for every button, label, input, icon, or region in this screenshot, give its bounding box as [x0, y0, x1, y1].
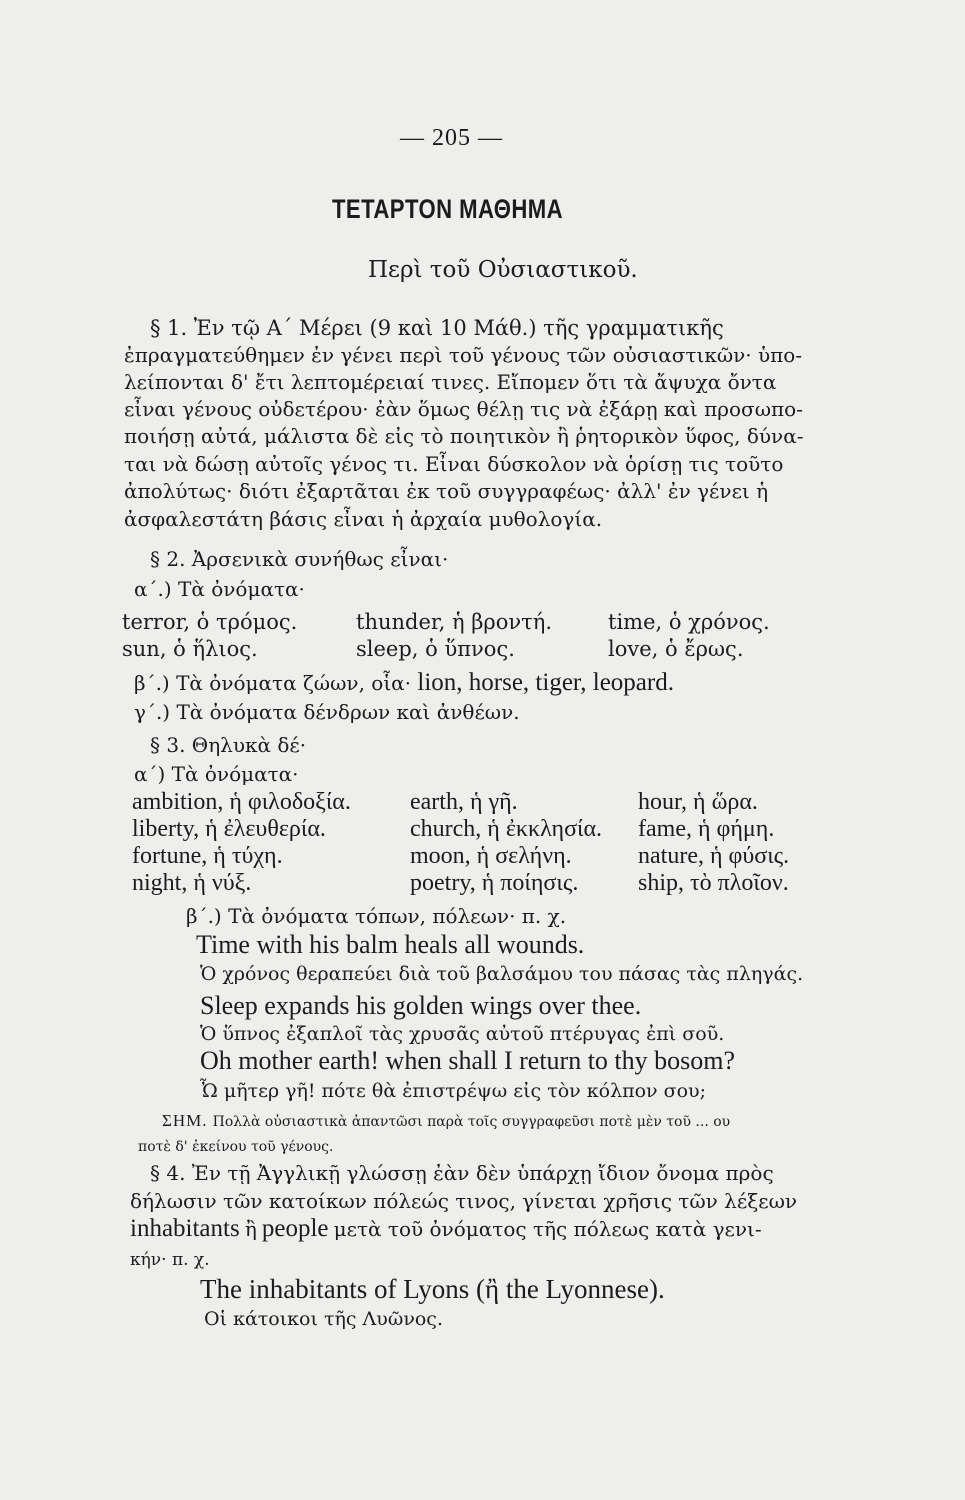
paragraph-line: εἶναι γένους οὐδετέρου· ἐὰν ὅμως θέλῃ τις νὰ ἐξάρῃ καὶ προσωπο-: [124, 397, 803, 421]
note-text: Πολλὰ οὐσιαστικὰ ἀπαντῶσι παρὰ τοῖς συγγραφεῦσι ποτὲ μὲν τοῦ ... ου: [212, 1114, 731, 1130]
word-entry: fortune, ἡ τύχη.: [132, 843, 283, 869]
section-heading: § 3. Θηλυκὰ δέ·: [150, 733, 307, 757]
paragraph-line: [130, 1216, 762, 1241]
paragraph-line: § 4. Ἐν τῇ Ἀγγλικῇ γλώσσῃ ἐὰν δὲν ὑπάρχῃ ἴδιον ὄνομα πρὸς: [150, 1161, 774, 1185]
example-greek: Ὦ μῆτερ γῆ! πότε θὰ ἐπιστρέψω εἰς τὸν κόλπον σου;: [200, 1080, 706, 1102]
example-english: The inhabitants of Lyons (ἢ the Lyonnese).: [200, 1274, 665, 1304]
word-entry: hour, ἡ ὥρα.: [638, 789, 758, 815]
paragraph-text: μετὰ τοῦ ὀνόματος τῆς πόλεως κατὰ γενι-: [333, 1217, 762, 1241]
paragraph-line: ἐπραγματεύθημεν ἐν γένει περὶ τοῦ γένους τῶν οὐσιαστικῶν· ὑπο-: [124, 343, 803, 367]
paragraph-line: ται νὰ δώσῃ αὐτοῖς γένος τι. Εἶναι δύσκολον νὰ ὁρίσῃ τις τοῦτο: [124, 452, 784, 476]
subsection-heading: α΄.) Τὰ ὀνόματα·: [134, 577, 305, 601]
example-english: Oh mother earth! when shall I return to thy bosom?: [200, 1046, 736, 1075]
subsection-line: γ΄.) Τὰ ὀνόματα δένδρων καὶ ἀνθέων.: [134, 700, 520, 724]
example-greek: Ὁ ὕπνος ἐξαπλοῖ τὰς χρυσᾶς αὐτοῦ πτέρυγας ἐπὶ σοῦ.: [200, 1023, 725, 1045]
note-label: ΣΗΜ.: [162, 1111, 208, 1130]
lesson-subtitle: Περὶ τοῦ Οὐσιαστικοῦ.: [368, 257, 638, 283]
paragraph-line: δήλωσιν τῶν κατοίκων πόλεώς τινος, γίνεται χρῆσις τῶν λέξεων: [130, 1189, 798, 1213]
word-entry: terror, ὁ τρόμος.: [122, 610, 298, 634]
paragraph-line: ἀσφαλεστάτη βάσις εἶναι ἡ ἀρχαία μυθολογία.: [124, 507, 603, 531]
subsection-line: β΄.) Τὰ ὀνόματα τόπων, πόλεων· π. χ.: [186, 904, 567, 928]
example-words: lion, horse, tiger, leopard.: [417, 669, 674, 696]
word-entry: thunder, ἡ βροντή.: [356, 610, 552, 634]
paragraph-line: § 1. Ἐν τῷ Α΄ Μέρει (9 καὶ 10 Μάθ.) τῆς γραμματικῆς: [150, 316, 724, 340]
word-entry: ambition, ἡ φιλοδοξία.: [132, 789, 351, 815]
word-entry: love, ὁ ἔρως.: [608, 637, 744, 661]
word-entry: fame, ἡ φήμη.: [638, 816, 775, 842]
word-entry: sun, ὁ ἥλιος.: [122, 637, 258, 661]
page-number: — 205 —: [400, 125, 503, 151]
section-heading: § 2. Ἀρσενικὰ συνήθως εἶναι·: [150, 547, 449, 571]
lesson-title: ΤΕΤΑΡΤΟΝ ΜΑΘΗΜΑ: [332, 194, 564, 224]
word-entry: night, ἡ νύξ.: [132, 870, 252, 896]
example-english: Sleep expands his golden wings over thee.: [200, 991, 642, 1020]
note-line: [162, 1112, 730, 1129]
subsection-line: [134, 670, 674, 695]
paragraph-line: κήν· π. χ.: [130, 1250, 210, 1270]
paragraph-line: ποιήσῃ αὐτά, μάλιστα δὲ εἰς τὸ ποιητικὸν ἢ ῥητορικὸν ὕφος, δύνα-: [124, 424, 804, 448]
subsection-prefix: β΄.) Τὰ ὀνόματα ζώων, οἷα·: [134, 671, 412, 695]
paragraph-line: λείπονται δ' ἔτι λεπτομέρειαί τινες. Εἴπομεν ὅτι τὰ ἄψυχα ὄντα: [124, 370, 777, 394]
word-entry: time, ὁ χρόνος.: [608, 610, 770, 634]
word-entry: poetry, ἡ ποίησις.: [410, 870, 579, 896]
subsection-heading: α΄) Τὰ ὀνόματα·: [134, 762, 299, 786]
word-entry: moon, ἡ σελήνη.: [410, 843, 572, 869]
word-entry: sleep, ὁ ὕπνος.: [356, 637, 515, 661]
example-greek: Ὁ χρόνος θεραπεύει διὰ τοῦ βαλσάμου του πάσας τὰς πληγάς.: [200, 963, 804, 985]
example-english: Time with his balm heals all wounds.: [196, 930, 585, 959]
note-line: ποτὲ δ' ἐκείνου τοῦ γένους.: [138, 1139, 334, 1155]
conjunction: ἢ: [244, 1217, 257, 1241]
paragraph-line: ἀπολύτως· διότι ἐξαρτᾶται ἐκ τοῦ συγγραφέως· ἀλλ' ἐν γένει ἡ: [124, 479, 769, 503]
example-greek: Οἱ κάτοικοι τῆς Λυῶνος.: [204, 1308, 443, 1330]
english-term: people: [261, 1215, 329, 1242]
word-entry: liberty, ἡ ἐλευθερία.: [132, 816, 326, 842]
word-entry: nature, ἡ φύσις.: [638, 843, 790, 869]
english-term: inhabitants: [130, 1215, 240, 1242]
word-entry: church, ἡ ἐκκλησία.: [410, 816, 603, 842]
word-entry: ship, τὸ πλοῖον.: [638, 870, 789, 896]
word-entry: earth, ἡ γῆ.: [410, 789, 518, 815]
